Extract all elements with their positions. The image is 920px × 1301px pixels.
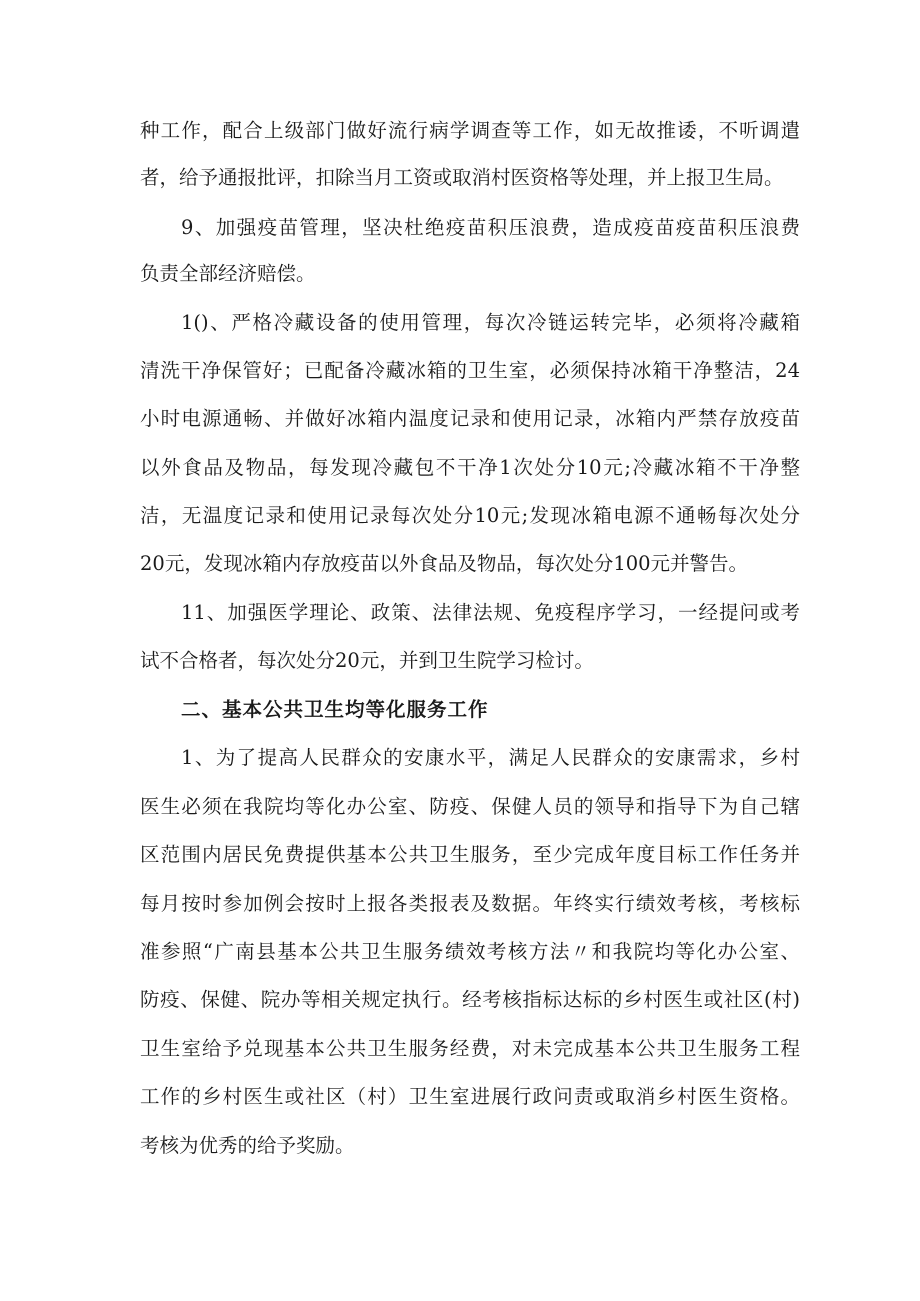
text-line: 考核为优秀的给予奖励。 bbox=[140, 1134, 355, 1157]
text-line: 试不合格者，每次处分20元，并到卫生院学习检讨。 bbox=[140, 649, 594, 672]
text-line: 1()、严格冷藏设备的使用管理，每次冷链运转完毕，必须将冷藏箱 bbox=[181, 311, 800, 334]
text-line: 1、为了提高人民群众的安康水平，满足人民群众的安康需求，乡村 bbox=[181, 746, 800, 769]
text-line: 准参照“广南县基本公共卫生服务绩效考核方法〃和我院均等化办公室、 bbox=[140, 940, 800, 963]
text-line: 洁，无温度记录和使用记录每次处分10元;发现冰箱电源不通畅每次处分 bbox=[140, 504, 800, 527]
text-line: 11、加强医学理论、政策、法律法规、免疫程序学习，一经提问或考 bbox=[181, 601, 800, 624]
text-line: 以外食品及物品，每发现冷藏包不干净1次处分10元;冷藏冰箱不干净整 bbox=[140, 456, 800, 479]
text-line: 每月按时参加例会按时上报各类报表及数据。年终实行绩效考核，考核标 bbox=[140, 892, 800, 915]
text-line: 者，给予通报批评，扣除当月工资或取消村医资格等处理，并上报卫生局。 bbox=[140, 166, 784, 189]
text-line: 9、加强疫苗管理，坚决杜绝疫苗积压浪费，造成疫苗疫苗积压浪费 bbox=[181, 216, 800, 239]
text-line: 负责全部经济赔偿。 bbox=[140, 262, 316, 285]
text-line: 工作的乡村医生或社区（村）卫生室进展行政问责或取消乡村医生资格。 bbox=[140, 1085, 800, 1108]
text-line: 卫生室给予兑现基本公共卫生服务经费，对未完成基本公共卫生服务工程 bbox=[140, 1037, 800, 1060]
section-heading: 二、基本公共卫生均等化服务工作 bbox=[181, 698, 489, 721]
text-line: 清洗干净保管好；已配备冷藏冰箱的卫生室，必须保持冰箱干净整洁，24 bbox=[140, 359, 800, 382]
text-line: 区范围内居民免费提供基本公共卫生服务，至少完成年度目标工作任务并 bbox=[140, 843, 800, 866]
text-line: 医生必须在我院均等化办公室、防疫、保健人员的领导和指导下为自己辖 bbox=[140, 795, 800, 818]
text-line: 种工作，配合上级部门做好流行病学调查等工作，如无故推诿，不听调遣 bbox=[140, 119, 800, 142]
text-line: 20元，发现冰箱内存放疫苗以外食品及物品，每次处分100元并警告。 bbox=[140, 552, 749, 575]
text-line: 防疫、保健、院办等相关规定执行。经考核指标达标的乡村医生或社区(村) bbox=[140, 988, 800, 1011]
text-line: 小时电源通畅、并做好冰箱内温度记录和使用记录，冰箱内严禁存放疫苗 bbox=[140, 407, 800, 430]
